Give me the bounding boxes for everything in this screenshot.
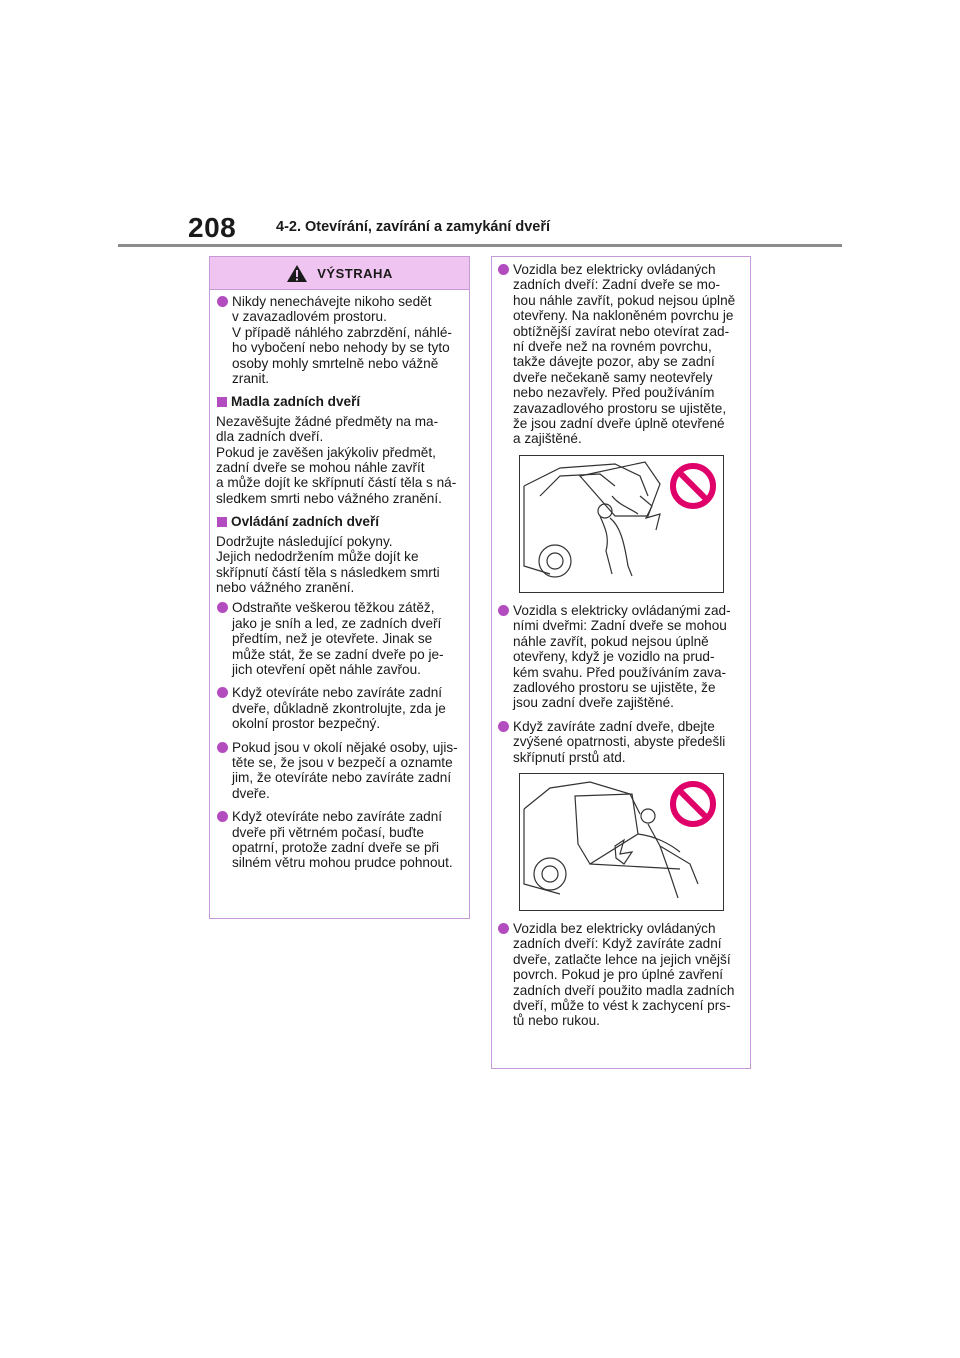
bullet-icon	[498, 605, 509, 616]
warning-box	[209, 256, 470, 919]
bullet-icon	[217, 742, 228, 753]
warning-triangle-icon	[286, 264, 308, 283]
subheading-text: Ovládání zadních dveří	[231, 514, 380, 530]
list-item	[216, 685, 465, 731]
subheading-text: Madla zadních dveří	[231, 394, 361, 410]
list-item	[216, 294, 465, 386]
bullet-icon	[217, 811, 228, 822]
list-item-text: Vozidla bez elektricky ovládaných zadních dveří: Zadní dveře se mo- hou náhle zavřít, pokud nejsou úplně otevřeny. Na nakloněném povrchu je obtížnější zavírat nebo otevírat zad- ní dveře než na rovném povrchu, takže dávejte pozor, aby se zadní dveře nečekaně samy neotevřely nebo nezavřely. Před používáním zavazadlového prostoru se ujistěte, že jsou zadní dveře úplně otevřené a zajištěné.	[513, 262, 736, 447]
list-item	[497, 719, 746, 765]
list-item-text: Nikdy nenechávejte nikoho sedět v zavazadlovém prostoru. V případě náhlého zabrzdění, náhlé- ho vybočení nebo nehody by se tyto osoby mohly smrtelně nebo vážně zranit.	[232, 294, 452, 387]
list-item-text: Když zavíráte zadní dveře, dbejte zvýšené opatrnosti, abyste předešli skřípnutí prstů atd.	[513, 718, 726, 765]
list-item	[216, 740, 465, 802]
bullet-icon	[217, 687, 228, 698]
list-item-text: Pokud jsou v okolí nějaké osoby, ujis- těte se, že jsou v bezpečí a oznamte jim, že otevíráte nebo zavíráte zadní dveře.	[232, 739, 458, 801]
list-item-text: Odstraňte veškerou těžkou zátěž, jako je sníh a led, ze zadních dveří předtím, než je otevřete. Jinak se může stát, že se zadní dveře po je- jich otevření opět náhle zavřou.	[232, 600, 444, 677]
list-item-text: Vozidla bez elektricky ovládaných zadních dveří: Když zavíráte zadní dveře, zatlačte lehce na jejich vnější povrch. Pokud je pro úplné zavření zadních dveří použito madla zadních dveří, může to vést k zachycení prs- tů nebo rukou.	[513, 920, 735, 1029]
bullet-icon	[498, 721, 509, 732]
section-title: 4-2. Otevírání, zavírání a zamykání dveří	[276, 219, 551, 235]
list-item-text: Když otevíráte nebo zavíráte zadní dveře při větrném počasí, buďte opatrní, protože zadní dveře se při silném větru mohou prudce pohnout.	[232, 809, 453, 871]
square-bullet-icon	[217, 517, 227, 527]
subheading-tailgate-operation	[216, 514, 465, 529]
bullet-icon	[217, 296, 228, 307]
warning-label: VÝSTRAHA	[317, 265, 393, 281]
illustration-tailgate-slope	[519, 455, 724, 593]
illustration-finger-pinch	[519, 773, 724, 911]
prohibition-icon	[669, 462, 717, 510]
warning-header	[210, 257, 469, 290]
list-item	[497, 262, 746, 447]
list-item-text: Když otevíráte nebo zavíráte zadní dveře, důkladně zkontrolujte, zda je okolní prostor bezpečný.	[232, 685, 446, 732]
bullet-icon	[498, 923, 509, 934]
paragraph: Dodržujte následující pokyny. Jejich nedodržením může dojít ke skřípnutí částí těla s následkem smrti nebo vážného zranění.	[216, 533, 440, 595]
list-item	[497, 603, 746, 711]
bullet-icon	[498, 264, 509, 275]
warning-box-continued	[491, 256, 751, 1069]
header-divider	[118, 244, 842, 247]
square-bullet-icon	[217, 397, 227, 407]
prohibition-icon	[669, 780, 717, 828]
paragraph: Nezavěšujte žádné předměty na ma- dla zadních dveří. Pokud je zavěšen jakýkoliv předmět, zadní dveře se mohou náhle zavřít a může dojít ke skřípnutí částí těla s ná- sledkem smrti nebo vážného zranění.	[216, 413, 457, 506]
bullet-icon	[217, 602, 228, 613]
page-number: 208	[188, 212, 237, 243]
list-item	[216, 600, 465, 677]
subheading-tailgate-handles	[216, 394, 465, 409]
list-item	[497, 921, 746, 1029]
list-item	[216, 809, 465, 871]
list-item-text: Vozidla s elektricky ovládanými zad- ními dveřmi: Zadní dveře se mohou náhle zavřít, pokud nejsou úplně otevřeny, když je vozidlo na prud- kém svahu. Před používáním zava- zadlového prostoru se ujistěte, že jsou zadní dveře zajištěné.	[513, 602, 731, 711]
